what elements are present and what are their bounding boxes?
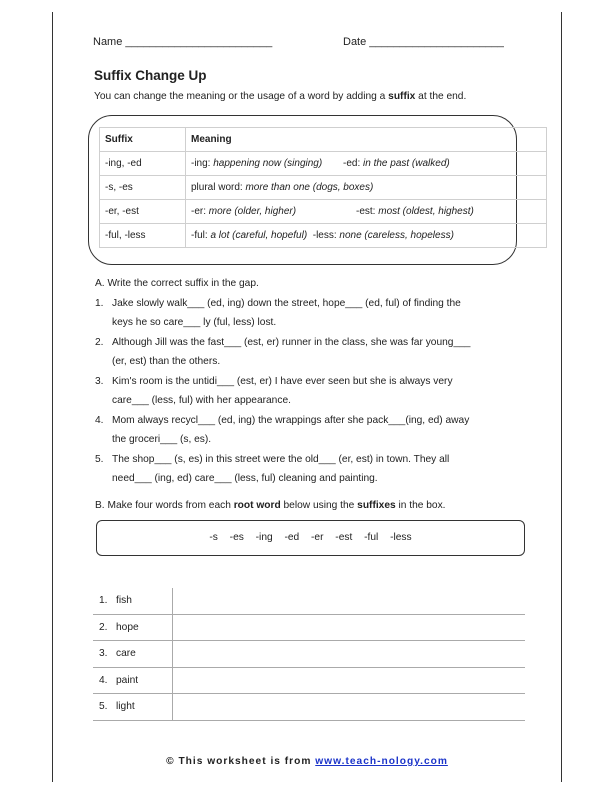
table-row: [93, 588, 525, 614]
table-row: [100, 200, 547, 224]
table-row: [93, 667, 525, 694]
teach-nology-link[interactable]: www.teach-nology.com: [315, 756, 448, 767]
root-word-cell: 1. fish: [93, 588, 173, 614]
list-item: 1. Jake slowly walk___ (ed, ing) down the street, hope___ (ed, ful) of finding the keys he so care___ ly (ful, less) lost.: [95, 297, 461, 328]
table-row: [93, 641, 525, 668]
answer-field[interactable]: [173, 694, 526, 721]
table-cell-suffix: -ing, -ed: [100, 152, 186, 176]
suffix-box: -s -es -ing -ed -er -est -ful -less: [96, 520, 525, 556]
table-row: [100, 176, 547, 200]
table-cell-meaning: -ful: a lot (careful, hopeful) -less: none (careless, hopeless): [186, 224, 547, 248]
section-a: [95, 274, 470, 489]
name-field: Name ________________________: [93, 36, 273, 48]
root-word-table: [93, 588, 525, 721]
root-word-cell: 3. care: [93, 641, 173, 668]
root-word-cell: 5. light: [93, 694, 173, 721]
intro-text: You can change the meaning or the usage of a word by adding a suffix at the end.: [94, 91, 467, 102]
list-item: 2. Although Jill was the fast___ (est, er) runner in the class, she was far young___ (er, est) than the others.: [95, 336, 471, 367]
root-word-cell: 2. hope: [93, 614, 173, 641]
table-header: Meaning: [186, 128, 547, 152]
table-row: [100, 152, 547, 176]
table-cell-suffix: -ful, -less: [100, 224, 186, 248]
table-row: [93, 694, 525, 721]
list-item: 4. Mom always recycl___ (ed, ing) the wrappings after she pack___(ing, ed) away the groceri___ (s, es).: [95, 414, 470, 445]
table-row: [93, 614, 525, 641]
table-cell-meaning: -ing: happening now (singing) -ed: in the past (walked): [186, 152, 547, 176]
section-a-heading: A. Write the correct suffix in the gap.: [95, 278, 259, 289]
worksheet-page: [52, 12, 562, 782]
table-header-row: [100, 128, 547, 152]
answer-field[interactable]: [173, 667, 526, 694]
section-b-heading: B. Make four words from each root word below using the suffixes in the box.: [95, 500, 446, 511]
list-item: 5. The shop___ (s, es) in this street were the old___ (er, est) in town. They all need___ (ing, ed) care___ (less, ful) cleaning and painting.: [95, 453, 450, 484]
table-header: Suffix: [100, 128, 186, 152]
answer-field[interactable]: [173, 588, 526, 614]
page-title: Suffix Change Up: [94, 68, 207, 83]
table-cell-suffix: -s, -es: [100, 176, 186, 200]
footer: © This worksheet is from www.teach-nology.com: [166, 756, 448, 767]
table-cell-suffix: -er, -est: [100, 200, 186, 224]
table-cell-meaning: plural word: more than one (dogs, boxes): [186, 176, 547, 200]
date-field: Date ______________________: [343, 36, 504, 48]
table-cell-meaning: -er: more (older, higher) -est: most (oldest, highest): [186, 200, 547, 224]
list-item: 3. Kim's room is the untidi___ (est, er) I have ever seen but she is always very care___ (less, ful) with her appearance.: [95, 375, 453, 406]
root-word-cell: 4. paint: [93, 667, 173, 694]
suffix-table: [99, 127, 547, 248]
answer-field[interactable]: [173, 614, 526, 641]
table-row: [100, 224, 547, 248]
answer-field[interactable]: [173, 641, 526, 668]
